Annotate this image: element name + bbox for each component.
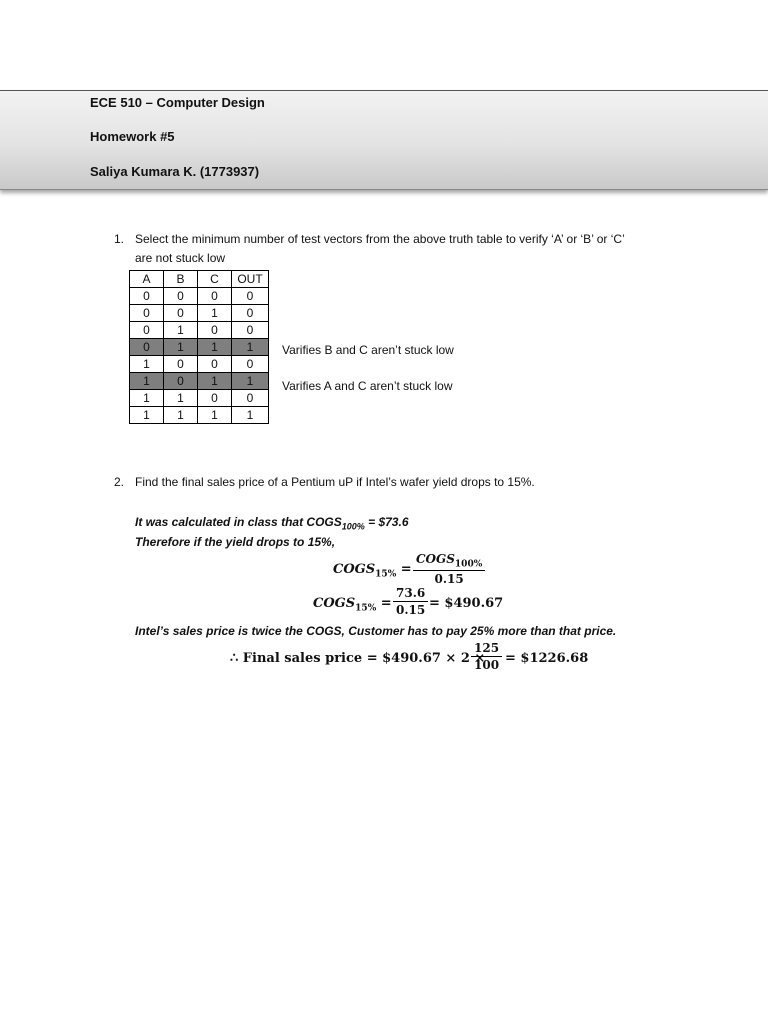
table-cell: 0 — [232, 390, 269, 407]
table-cell: 0 — [198, 390, 232, 407]
table-cell: 1 — [198, 373, 232, 390]
document-header — [0, 90, 768, 190]
final-fraction — [471, 641, 502, 672]
q2-number: 2. — [114, 475, 125, 489]
eq1-denominator: 0.15 — [434, 572, 464, 587]
table-cell: 1 — [232, 407, 269, 424]
cogs-prefix: It was calculated in class that COGS — [135, 515, 342, 529]
q2-yield-line: Therefore if the yield drops to 15%, — [135, 535, 336, 549]
table-cell: 1 — [130, 407, 164, 424]
student-name: Saliya Kumara K. (1773937) — [90, 164, 260, 179]
table-cell: 1 — [130, 356, 164, 373]
table-cell: 0 — [130, 339, 164, 356]
eq1-lhs: $COGS_{15\%}$ = — [333, 562, 412, 580]
q1-text-line2: are not stuck low — [135, 251, 226, 265]
truth-table-header — [130, 271, 269, 288]
truth-table — [129, 270, 269, 424]
cogs-sub: 100% — [341, 521, 365, 532]
table-cell: 1 — [164, 339, 198, 356]
eq2-fraction — [393, 586, 428, 617]
table-cell: 0 — [232, 305, 269, 322]
homework-title: Homework #5 — [90, 129, 175, 144]
course-title: ECE 510 – Computer Design — [90, 95, 265, 110]
table-cell: 1 — [232, 373, 269, 390]
table-cell: 1 — [198, 407, 232, 424]
table-cell: 0 — [164, 356, 198, 373]
table-cell: 1 — [164, 390, 198, 407]
table-cell: 0 — [198, 356, 232, 373]
final-numerator: 125 — [471, 641, 502, 657]
eq1-lhs-text: COGS — [333, 562, 376, 577]
header-a: A — [130, 271, 164, 288]
eq1-numerator-sub: 100% — [454, 559, 483, 570]
table-cell: 0 — [198, 288, 232, 305]
table-row — [130, 390, 269, 407]
final-denominator: 100 — [474, 658, 500, 672]
table-cell: 0 — [232, 288, 269, 305]
eq2-numerator: 73.6 — [393, 586, 428, 602]
table-row — [130, 288, 269, 305]
table-cell: 0 — [130, 322, 164, 339]
table-row — [130, 305, 269, 322]
eq1-fraction — [413, 552, 485, 586]
eq1-lhs-sub: 15% — [375, 569, 397, 580]
table-row — [130, 322, 269, 339]
table-cell: 0 — [198, 322, 232, 339]
header-c: C — [198, 271, 232, 288]
q1-number: 1. — [114, 232, 125, 246]
table-row — [130, 373, 269, 390]
table-cell: 1 — [164, 407, 198, 424]
eq2-lhs-sub: 15% — [355, 603, 377, 614]
table-cell: 1 — [232, 339, 269, 356]
header-out: OUT — [232, 271, 269, 288]
note-a-c-stuck-low: Varifies A and C aren’t stuck low — [282, 379, 453, 393]
q1-text-line1: Select the minimum number of test vectors from the above truth table to verify ‘A’ or ‘B’ or ‘C’ — [135, 232, 625, 246]
table-row — [130, 356, 269, 373]
eq1-numerator: COGS — [416, 552, 455, 566]
table-cell: 0 — [164, 373, 198, 390]
q2-text: Find the final sales price of a Pentium uP if Intel’s wafer yield drops to 15%. — [135, 475, 535, 489]
table-cell: 1 — [198, 305, 232, 322]
table-cell: 1 — [130, 373, 164, 390]
table-row — [130, 339, 269, 356]
eq2-result: = $490.67 — [429, 596, 504, 611]
q2-sales-line: Intel’s sales price is twice the COGS, Customer has to pay 25% more than that price. — [135, 624, 617, 638]
eq2-denominator: 0.15 — [396, 603, 426, 617]
q2-cogs-line — [135, 515, 409, 531]
final-result: = $1226.68 — [505, 651, 589, 666]
eq2-lhs: $COGS_{15\%}$ = — [313, 596, 392, 614]
table-cell: 0 — [232, 322, 269, 339]
note-b-c-stuck-low: Varifies B and C aren’t stuck low — [282, 343, 454, 357]
table-cell: 0 — [164, 288, 198, 305]
final-equation-prefix: ∴ Final sales price = $490.67 × 2 × — [230, 651, 486, 666]
eq2-lhs-text: COGS — [313, 596, 356, 611]
cogs-value: = $73.6 — [364, 515, 409, 529]
table-row — [130, 407, 269, 424]
header-b: B — [164, 271, 198, 288]
table-cell: 0 — [130, 305, 164, 322]
table-cell: 1 — [198, 339, 232, 356]
table-cell: 0 — [232, 356, 269, 373]
table-cell: 1 — [130, 390, 164, 407]
table-cell: 0 — [164, 305, 198, 322]
table-cell: 0 — [130, 288, 164, 305]
table-cell: 1 — [164, 322, 198, 339]
